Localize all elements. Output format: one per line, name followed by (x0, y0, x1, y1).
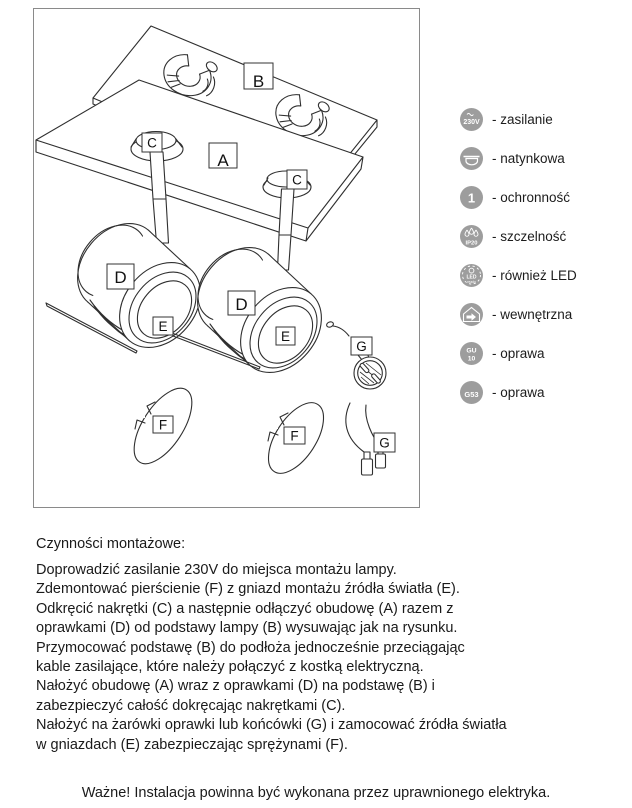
instruction-line: Doprowadzić zasilanie 230V do miejsca montażu lampy. (36, 562, 397, 578)
label-f2: F (290, 428, 299, 444)
ip20-drops-icon (460, 225, 483, 248)
label-c1: C (147, 135, 157, 151)
instruction-line: Nałożyć obudowę (A) wraz z oprawkami (D) na podstawę (B) i (36, 678, 435, 695)
spec-row-led (460, 264, 577, 287)
protection-class-1-icon (460, 186, 483, 209)
label-g2: G (379, 435, 390, 451)
spec-row-protection-class (460, 186, 577, 209)
label-e1: E (158, 319, 168, 334)
instruction-line: kable zasilające, które należy połączyć z kostką elektryczną. (36, 659, 424, 676)
led-ready-icon (460, 264, 483, 287)
svg-text:G53: G53 (464, 390, 479, 399)
label-c2: C (292, 172, 302, 188)
label-b: B (252, 72, 265, 91)
instruction-line: Zdemontować pierścienie (F) z gniazd montażu źródła światła (E). (36, 581, 460, 598)
spec-label: - oprawa (492, 385, 545, 400)
label-g1: G (356, 339, 367, 354)
svg-text:10: 10 (467, 355, 476, 363)
spec-label: - również LED (492, 268, 577, 283)
gu10-socket-icon (460, 342, 483, 365)
instructions-heading: Czynności montażowe: (36, 536, 186, 552)
spec-label: - oprawa (492, 346, 545, 361)
instruction-line: w gniazdach (E) zabezpieczając sprężynami (F). (36, 736, 348, 753)
instruction-line: oprawkami (D) od podstawy lampy (B) wysuwając jak na rysunku. (36, 620, 458, 637)
spotlight-head-left (61, 207, 217, 363)
spec-row-power (460, 108, 577, 131)
label-f1: F (158, 417, 168, 433)
instruction-line: Nałożyć na żarówki oprawki lub końcówki (G) i zamocować źródła światła (36, 717, 507, 734)
instruction-line: zabezpieczyć całość dokręcając nakrętkami (C). (36, 697, 346, 714)
safety-warning: Ważne! Instalacja powinna być wykonana przez uprawnionego elektryka. (81, 785, 551, 801)
spec-row-socket-gu10 (460, 342, 577, 365)
svg-text:230V: 230V (463, 119, 480, 126)
spec-label: - natynkowa (492, 151, 565, 166)
spec-row-mounting (460, 147, 577, 170)
spec-row-socket-g53 (460, 381, 577, 404)
svg-text:1: 1 (467, 190, 476, 206)
spotlight-head-right (181, 231, 338, 388)
svg-text:ready: ready (467, 279, 476, 284)
g53-socket-icon (460, 381, 483, 404)
label-d2: D (235, 295, 248, 314)
label-e2: E (280, 329, 291, 344)
spec-row-ip-rating (460, 225, 577, 248)
svg-text:IP20: IP20 (465, 240, 478, 247)
spec-row-indoor (460, 303, 577, 326)
svg-text:LED: LED (466, 274, 477, 281)
instruction-line: Przymocować podstawę (B) do podłoża jednocześnie przeciągając (36, 639, 465, 656)
label-a: A (217, 151, 229, 170)
spec-label: - wewnętrzna (492, 307, 573, 322)
label-d1: D (114, 268, 127, 287)
spec-icon-list (460, 108, 577, 404)
voltage-230v-icon (460, 108, 483, 131)
indoor-house-icon (460, 303, 483, 326)
svg-text:GU: GU (466, 347, 477, 355)
spec-label: - zasilanie (492, 112, 553, 127)
instruction-line: Odkręcić nakrętki (C) a następnie odłączyć obudowę (A) razem z (36, 600, 454, 617)
surface-mounted-icon (460, 147, 483, 170)
assembly-instructions (36, 536, 596, 755)
spec-label: - szczelność (492, 229, 567, 244)
spec-label: - ochronność (492, 190, 571, 205)
